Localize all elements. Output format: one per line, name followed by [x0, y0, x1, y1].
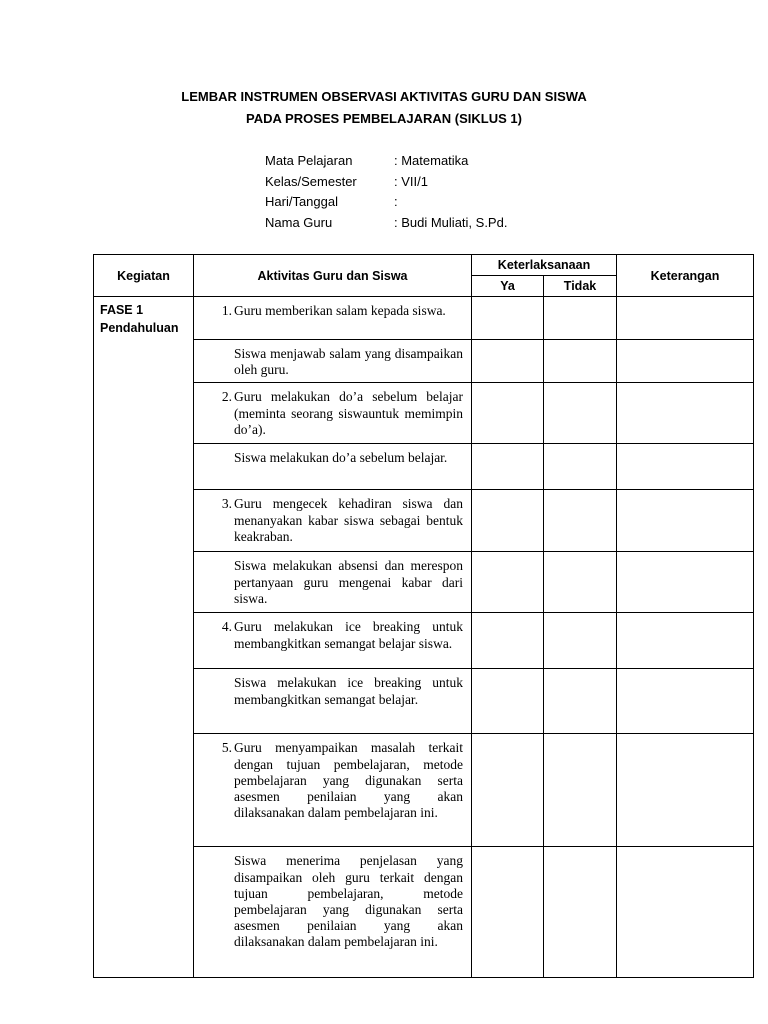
activity-cell — [194, 613, 472, 669]
tidak-checkbox-cell[interactable] — [544, 444, 617, 490]
meta-label: Mata Pelajaran — [265, 153, 353, 168]
tidak-checkbox-cell[interactable] — [544, 613, 617, 669]
meta-value: : — [394, 194, 398, 209]
keterangan-cell[interactable] — [617, 734, 754, 847]
ya-checkbox-cell[interactable] — [472, 340, 544, 383]
keterangan-cell[interactable] — [617, 340, 754, 383]
meta-value: : Matematika — [394, 153, 469, 168]
activity-cell — [194, 444, 472, 490]
document-meta — [265, 151, 507, 233]
item-number: 4. — [221, 619, 232, 635]
tidak-checkbox-cell[interactable] — [544, 552, 617, 613]
ya-checkbox-cell[interactable] — [472, 847, 544, 978]
activity-text: Guru menyampaikan masalah terkait dengan tujuan pembelajaran, metode pembelajaran yang digunakan serta asesmen penilaian yang akan dilaksanakan dalam pembelajaran ini. — [234, 740, 463, 821]
tidak-checkbox-cell[interactable] — [544, 734, 617, 847]
document-title-line-1: LEMBAR INSTRUMEN OBSERVASI AKTIVITAS GURU DAN SISWA — [181, 89, 587, 104]
item-number: 5. — [221, 740, 232, 756]
header-keterangan: Keterangan — [617, 255, 754, 297]
meta-row-subject — [265, 151, 507, 172]
meta-row-date — [265, 192, 507, 213]
ya-checkbox-cell[interactable] — [472, 383, 544, 444]
activity-cell — [194, 297, 472, 340]
keterangan-cell[interactable] — [617, 383, 754, 444]
tidak-checkbox-cell[interactable] — [544, 669, 617, 734]
header-ya: Ya — [472, 276, 544, 297]
activity-text: Guru memberikan salam kepada siswa. — [234, 303, 446, 318]
activity-text: Guru melakukan ice breaking untuk membangkitkan semangat belajar siswa. — [234, 619, 463, 651]
ya-checkbox-cell[interactable] — [472, 444, 544, 490]
header-kegiatan: Kegiatan — [94, 255, 194, 297]
header-tidak: Tidak — [544, 276, 617, 297]
activity-cell — [194, 669, 472, 734]
ya-checkbox-cell[interactable] — [472, 297, 544, 340]
activity-text: Siswa melakukan absensi dan merespon pertanyaan guru mengenai kabar dari siswa. — [234, 558, 463, 606]
meta-row-class — [265, 172, 507, 193]
header-aktivitas: Aktivitas Guru dan Siswa — [194, 255, 472, 297]
tidak-checkbox-cell[interactable] — [544, 847, 617, 978]
ya-checkbox-cell[interactable] — [472, 490, 544, 552]
meta-row-teacher — [265, 213, 507, 234]
activity-cell — [194, 490, 472, 552]
ya-checkbox-cell[interactable] — [472, 669, 544, 734]
tidak-checkbox-cell[interactable] — [544, 340, 617, 383]
ya-checkbox-cell[interactable] — [472, 552, 544, 613]
keterangan-cell[interactable] — [617, 552, 754, 613]
phase-name: Pendahuluan — [100, 321, 179, 335]
phase-cell — [94, 297, 194, 978]
activity-text: Siswa melakukan do’a sebelum belajar. — [234, 450, 448, 466]
header-keterlaksanaan: Keterlaksanaan — [472, 255, 617, 276]
keterangan-cell[interactable] — [617, 297, 754, 340]
ya-checkbox-cell[interactable] — [472, 613, 544, 669]
keterangan-cell[interactable] — [617, 613, 754, 669]
activity-text: Guru mengecek kehadiran siswa dan menanyakan kabar siswa sebagai bentuk keakraban. — [234, 496, 463, 544]
phase-number: FASE 1 — [100, 303, 144, 317]
meta-label: Nama Guru — [265, 214, 333, 230]
keterangan-cell[interactable] — [617, 847, 754, 978]
activity-cell — [194, 340, 472, 383]
item-number: 1. — [221, 303, 232, 318]
keterangan-cell[interactable] — [617, 444, 754, 490]
item-number: 2. — [221, 389, 232, 405]
activity-cell — [194, 734, 472, 847]
meta-value: : Budi Muliati, S.Pd. — [394, 214, 508, 230]
ya-checkbox-cell[interactable] — [472, 734, 544, 847]
item-number: 3. — [221, 496, 232, 512]
activity-cell — [194, 552, 472, 613]
keterangan-cell[interactable] — [617, 490, 754, 552]
activity-text: Guru melakukan do’a sebelum belajar (meminta seorang siswauntuk memimpin do’a). — [234, 389, 463, 437]
activity-text: Siswa menjawab salam yang disampaikan oleh guru. — [234, 346, 463, 378]
meta-value: : VII/1 — [394, 173, 428, 189]
activity-cell — [194, 383, 472, 444]
activity-text: Siswa melakukan ice breaking untuk membangkitkan semangat belajar. — [234, 675, 463, 707]
activity-text: Siswa menerima penjelasan yang disampaikan oleh guru terkait dengan tujuan pembelajaran, metode pembelajaran yang digunakan serta asesmen penilaian yang akan dilaksanakan dalam pembelajaran ini. — [234, 853, 463, 950]
document-title-line-2: PADA PROSES PEMBELAJARAN (SIKLUS 1) — [246, 111, 522, 126]
activity-cell — [194, 847, 472, 978]
tidak-checkbox-cell[interactable] — [544, 297, 617, 340]
meta-label: Kelas/Semester — [265, 173, 357, 189]
keterangan-cell[interactable] — [617, 669, 754, 734]
observation-table — [93, 254, 754, 978]
meta-label: Hari/Tanggal — [265, 194, 338, 209]
tidak-checkbox-cell[interactable] — [544, 383, 617, 444]
tidak-checkbox-cell[interactable] — [544, 490, 617, 552]
